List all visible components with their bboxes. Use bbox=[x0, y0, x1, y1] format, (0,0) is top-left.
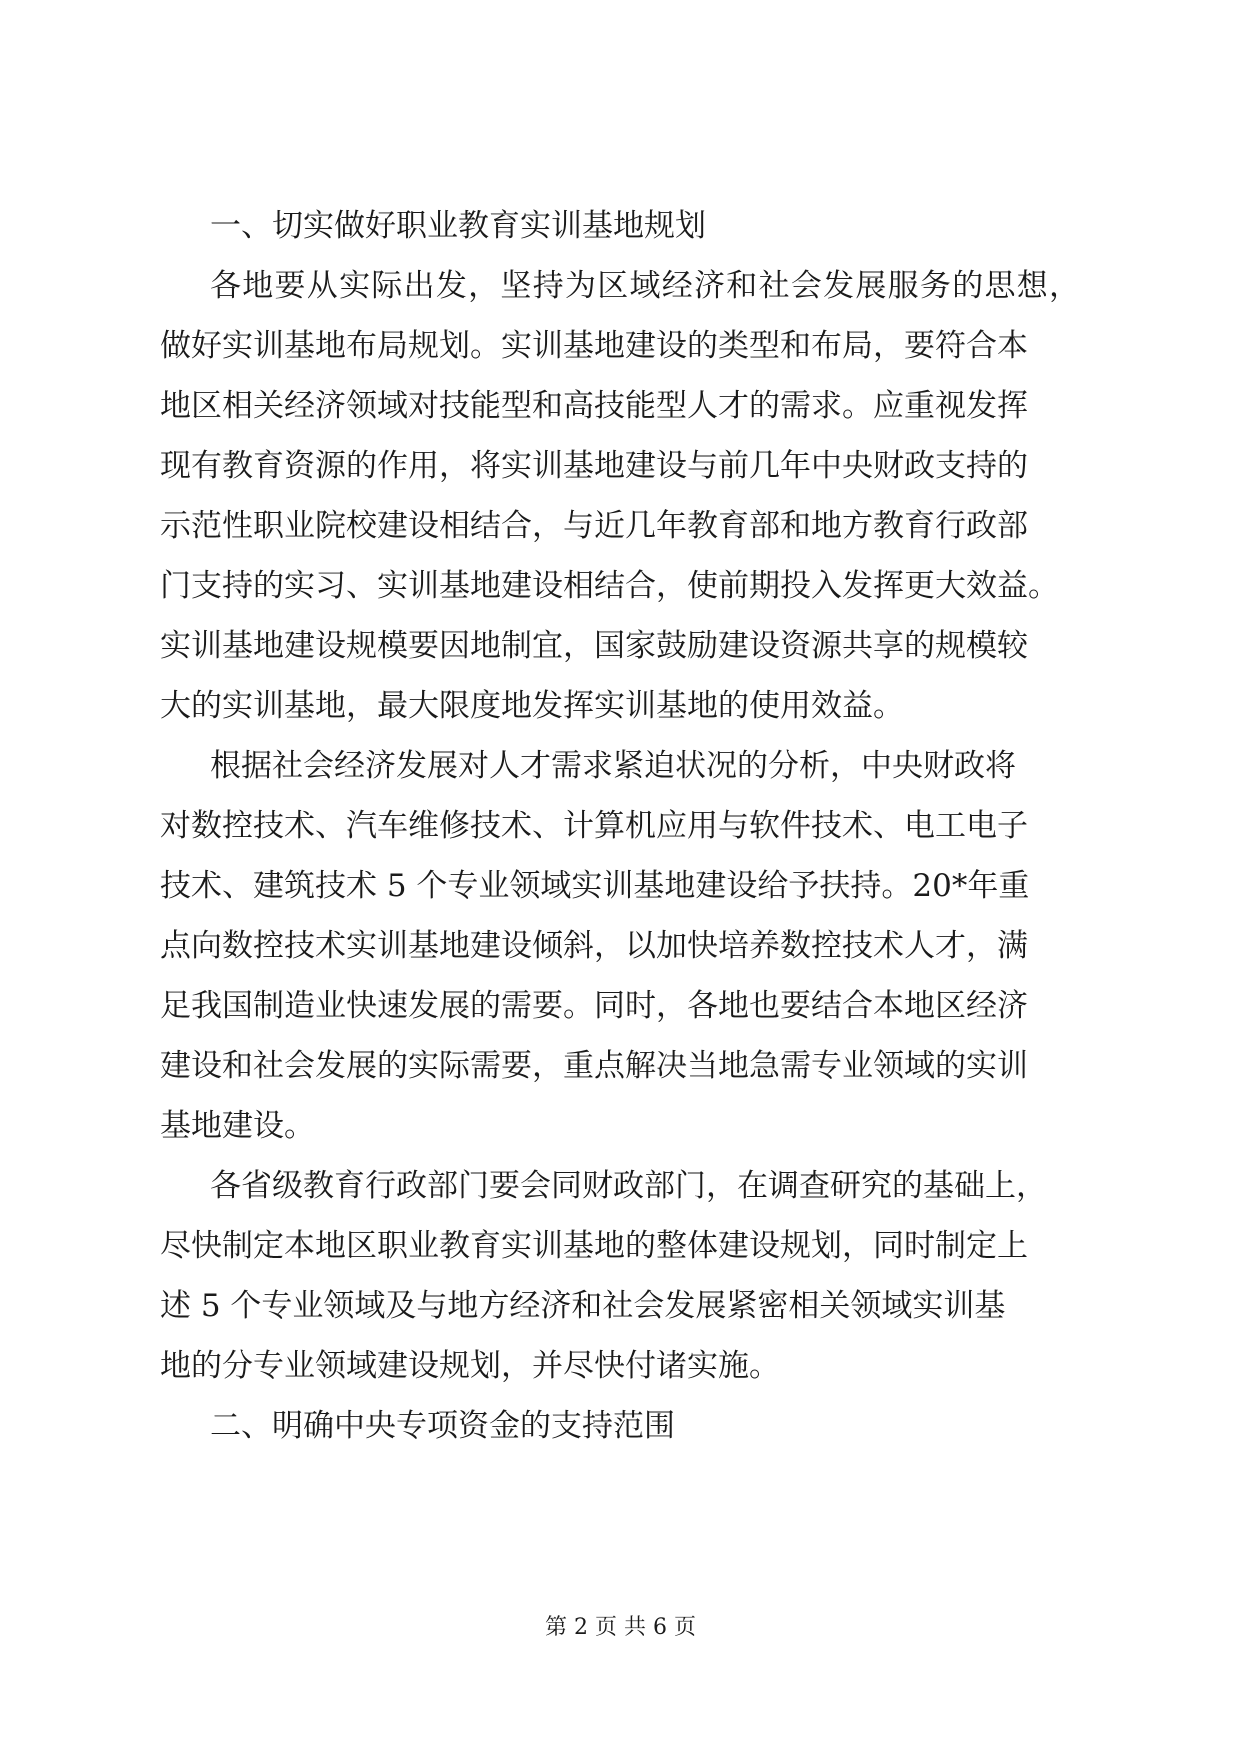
paragraph-line: 做好实训基地布局规划。实训基地建设的类型和布局，要符合本 bbox=[160, 328, 1028, 364]
paragraph-line: 地的分专业领域建设规划，并尽快付诸实施。 bbox=[160, 1348, 780, 1384]
paragraph-line: 大的实训基地，最大限度地发挥实训基地的使用效益。 bbox=[160, 688, 904, 724]
paragraph-line: 尽快制定本地区职业教育实训基地的整体建设规划，同时制定上 bbox=[160, 1228, 1028, 1264]
paragraph-line: 对数控技术、汽车维修技术、计算机应用与软件技术、电工电子 bbox=[160, 808, 1028, 844]
paragraph-line: 示范性职业院校建设相结合，与近几年教育部和地方教育行政部 bbox=[160, 508, 1028, 544]
paragraph-line: 技术、建筑技术 5 个专业领域实训基地建设给予扶持。20*年重 bbox=[160, 868, 1030, 904]
paragraph-line: 各地要从实际出发，坚持为区域经济和社会发展服务的思想， bbox=[210, 268, 1080, 304]
page-number-footer: 第 2 页 共 6 页 bbox=[545, 1615, 696, 1640]
paragraph-line: 实训基地建设规模要因地制宜，国家鼓励建设资源共享的规模较 bbox=[160, 628, 1028, 664]
paragraph-line: 点向数控技术实训基地建设倾斜，以加快培养数控技术人才，满 bbox=[160, 928, 1028, 964]
section-heading-1: 一、切实做好职业教育实训基地规划 bbox=[210, 208, 706, 244]
paragraph-line: 各省级教育行政部门要会同财政部门，在调查研究的基础上， bbox=[210, 1168, 1047, 1204]
paragraph-line: 述 5 个专业领域及与地方经济和社会发展紧密相关领域实训基 bbox=[160, 1288, 1006, 1324]
section-heading-2: 二、明确中央专项资金的支持范围 bbox=[210, 1408, 675, 1444]
paragraph-line: 地区相关经济领域对技能型和高技能型人才的需求。应重视发挥 bbox=[160, 388, 1028, 424]
paragraph-line: 根据社会经济发展对人才需求紧迫状况的分析，中央财政将 bbox=[210, 748, 1016, 784]
paragraph-line: 足我国制造业快速发展的需要。同时，各地也要结合本地区经济 bbox=[160, 988, 1028, 1024]
paragraph-line: 基地建设。 bbox=[160, 1108, 315, 1144]
paragraph-line: 现有教育资源的作用，将实训基地建设与前几年中央财政支持的 bbox=[160, 448, 1028, 484]
paragraph-line: 门支持的实习、实训基地建设相结合，使前期投入发挥更大效益。 bbox=[160, 568, 1059, 604]
paragraph-line: 建设和社会发展的实际需要，重点解决当地急需专业领域的实训 bbox=[160, 1048, 1028, 1084]
